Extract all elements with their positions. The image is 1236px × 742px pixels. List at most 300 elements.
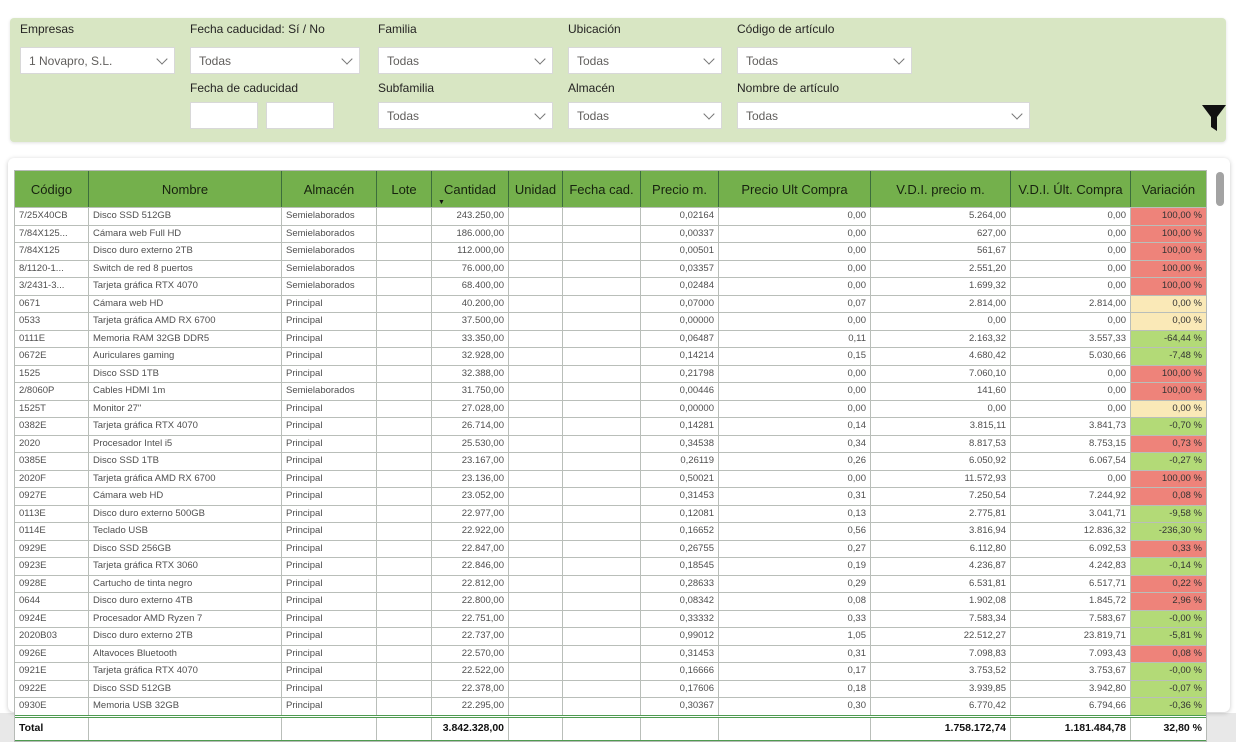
cell-precio-m: 0,16652: [641, 523, 719, 540]
cell-fecha-cad: [563, 681, 641, 698]
cell-vdi-precio-m: 0,00: [871, 401, 1011, 418]
cell-cantidad: 31.750,00: [432, 383, 509, 400]
cell-precio-m: 0,33332: [641, 611, 719, 628]
fecha-caducidad-from-input[interactable]: [190, 102, 258, 129]
cell-codigo: 2020F: [15, 471, 89, 488]
fecha-caducidad-to-input[interactable]: [266, 102, 334, 129]
cell-variacion: -0,00 %: [1131, 663, 1206, 680]
cell-nombre: [89, 718, 282, 740]
cell-nombre: Disco SSD 256GB: [89, 541, 282, 558]
cell-variacion: 0,00 %: [1131, 401, 1206, 418]
column-header-variacion[interactable]: [1131, 171, 1206, 207]
cell-almacen: Principal: [282, 646, 377, 663]
cell-codigo: 0927E: [15, 488, 89, 505]
cell-almacen: Principal: [282, 418, 377, 435]
filter-empresas: [20, 22, 175, 74]
cell-variacion: 0,00 %: [1131, 296, 1206, 313]
cell-cantidad: 112.000,00: [432, 243, 509, 260]
chevron-down-icon: [703, 53, 714, 64]
cell-cantidad: 22.846,00: [432, 558, 509, 575]
cell-precio-ult-compra: 0,27: [719, 541, 871, 558]
cell-variacion: 0,00 %: [1131, 313, 1206, 330]
cell-variacion: -236,30 %: [1131, 523, 1206, 540]
cell-cantidad: 22.737,00: [432, 628, 509, 645]
cell-almacen: Semielaborados: [282, 261, 377, 278]
cell-nombre: Memoria RAM 32GB DDR5: [89, 331, 282, 348]
cell-fecha-cad: [563, 506, 641, 523]
cell-precio-m: 0,17606: [641, 681, 719, 698]
table-row: [15, 680, 1206, 698]
cell-unidad: [509, 453, 563, 470]
cell-unidad: [509, 243, 563, 260]
table-row: [15, 470, 1206, 488]
cell-fecha-cad: [563, 331, 641, 348]
cell-lote: [377, 646, 432, 663]
cell-variacion: -0,14 %: [1131, 558, 1206, 575]
cell-vdi-ult-compra: 2.814,00: [1011, 296, 1131, 313]
column-header-label: V.D.I. precio m.: [896, 181, 985, 197]
cell-cantidad: 3.842.328,00: [432, 718, 509, 740]
cell-precio-m: 0,18545: [641, 558, 719, 575]
cell-variacion: 100,00 %: [1131, 383, 1206, 400]
cell-variacion: 100,00 %: [1131, 226, 1206, 243]
cell-vdi-ult-compra: 6.067,54: [1011, 453, 1131, 470]
table-row: [15, 242, 1206, 260]
sort-desc-icon: ▼: [438, 199, 445, 206]
cell-fecha-cad: [563, 576, 641, 593]
cell-variacion: -0,07 %: [1131, 681, 1206, 698]
cell-precio-ult-compra: 0,56: [719, 523, 871, 540]
scrollbar-thumb[interactable]: [1216, 172, 1224, 206]
cell-precio-m: 0,07000: [641, 296, 719, 313]
cell-cantidad: 27.028,00: [432, 401, 509, 418]
cell-variacion: 100,00 %: [1131, 366, 1206, 383]
column-header-vdi-ult-compra[interactable]: [1011, 171, 1131, 207]
cell-vdi-ult-compra: 3.557,33: [1011, 331, 1131, 348]
cell-variacion: 2,96 %: [1131, 593, 1206, 610]
cell-lote: [377, 453, 432, 470]
cell-precio-ult-compra: 0,13: [719, 506, 871, 523]
cell-almacen: Principal: [282, 628, 377, 645]
column-header-label: Código: [30, 181, 73, 197]
cell-vdi-precio-m: 627,00: [871, 226, 1011, 243]
filter-ubicacion: [568, 22, 722, 129]
cell-precio-ult-compra: 0,07: [719, 296, 871, 313]
ubicacion-label: Ubicación: [568, 22, 621, 36]
cell-precio-m: 0,26119: [641, 453, 719, 470]
table-row: [15, 627, 1206, 645]
filter-panel: [10, 18, 1226, 142]
cell-nombre: Switch de red 8 puertos: [89, 261, 282, 278]
cell-unidad: [509, 383, 563, 400]
familia-dropdown[interactable]: [378, 47, 553, 74]
cell-lote: [377, 576, 432, 593]
cell-precio-m: 0,02164: [641, 208, 719, 225]
cell-precio-ult-compra: 0,00: [719, 313, 871, 330]
cell-codigo: 0382E: [15, 418, 89, 435]
cell-fecha-cad: [563, 418, 641, 435]
cell-nombre: Cartucho de tinta negro: [89, 576, 282, 593]
column-header-almacen[interactable]: [282, 171, 377, 207]
cell-fecha-cad: [563, 436, 641, 453]
table-row: [15, 575, 1206, 593]
empresas-dropdown[interactable]: [20, 47, 175, 74]
cell-unidad: [509, 611, 563, 628]
cell-codigo: 0926E: [15, 646, 89, 663]
cell-almacen: Principal: [282, 296, 377, 313]
cell-precio-ult-compra: 0,00: [719, 366, 871, 383]
table-row: [15, 417, 1206, 435]
cell-vdi-precio-m: 2.814,00: [871, 296, 1011, 313]
almacen-dropdown[interactable]: [568, 102, 722, 129]
chevron-down-icon: [893, 53, 904, 64]
column-header-codigo[interactable]: [15, 171, 89, 207]
cell-unidad: [509, 401, 563, 418]
table-row: [15, 435, 1206, 453]
cell-codigo: 0921E: [15, 663, 89, 680]
cell-codigo: 0533: [15, 313, 89, 330]
cell-precio-m: 0,06487: [641, 331, 719, 348]
cell-lote: [377, 348, 432, 365]
cell-unidad: [509, 523, 563, 540]
table-row: [15, 610, 1206, 628]
cell-vdi-precio-m: 6.050,92: [871, 453, 1011, 470]
cell-codigo: 7/84X125...: [15, 226, 89, 243]
cell-almacen: Principal: [282, 348, 377, 365]
codigo-articulo-value: Todas: [746, 53, 779, 68]
column-header-label: Precio Ult Compra: [741, 181, 848, 197]
cell-precio-ult-compra: 0,26: [719, 453, 871, 470]
cell-vdi-ult-compra: 7.583,67: [1011, 611, 1131, 628]
column-header-label: Nombre: [161, 181, 209, 197]
cell-codigo: 2020: [15, 436, 89, 453]
cell-almacen: Principal: [282, 436, 377, 453]
column-header-lote[interactable]: [377, 171, 432, 207]
column-header-precio-m[interactable]: [641, 171, 719, 207]
cell-nombre: Tarjeta gráfica AMD RX 6700: [89, 313, 282, 330]
table-total-row: [15, 715, 1206, 741]
cell-unidad: [509, 628, 563, 645]
cell-precio-ult-compra: 0,33: [719, 611, 871, 628]
cell-lote: [377, 506, 432, 523]
table-header-row: [15, 171, 1206, 207]
cell-nombre: Disco SSD 512GB: [89, 681, 282, 698]
cell-nombre: Altavoces Bluetooth: [89, 646, 282, 663]
cell-codigo: 0930E: [15, 698, 89, 715]
cell-unidad: [509, 226, 563, 243]
cell-almacen: Principal: [282, 681, 377, 698]
chevron-down-icon: [341, 53, 352, 64]
cell-lote: [377, 401, 432, 418]
cell-vdi-precio-m: 2.551,20: [871, 261, 1011, 278]
cell-fecha-cad: [563, 243, 641, 260]
cell-variacion: 0,08 %: [1131, 488, 1206, 505]
column-header-label: Unidad: [514, 181, 557, 197]
cell-variacion: -64,44 %: [1131, 331, 1206, 348]
table-row: [15, 452, 1206, 470]
cell-precio-ult-compra: 0,29: [719, 576, 871, 593]
table-row: [15, 365, 1206, 383]
cell-almacen: Principal: [282, 453, 377, 470]
cell-fecha-cad: [563, 208, 641, 225]
table-row: [15, 400, 1206, 418]
cell-vdi-precio-m: 7.250,54: [871, 488, 1011, 505]
cell-cantidad: 25.530,00: [432, 436, 509, 453]
cell-codigo: 0644: [15, 593, 89, 610]
subfamilia-label: Subfamilia: [378, 81, 435, 95]
cell-vdi-ult-compra: 3.753,67: [1011, 663, 1131, 680]
fecha-de-caducidad-label: Fecha de caducidad: [190, 81, 299, 95]
cell-codigo: 1525: [15, 366, 89, 383]
cell-vdi-ult-compra: 3.942,80: [1011, 681, 1131, 698]
cell-nombre: Disco duro externo 2TB: [89, 243, 282, 260]
cell-lote: [377, 331, 432, 348]
cell-fecha-cad: [563, 401, 641, 418]
cell-codigo: 0385E: [15, 453, 89, 470]
codigo-articulo-dropdown[interactable]: [737, 47, 912, 74]
column-header-label: Almacén: [303, 181, 355, 197]
column-header-cantidad[interactable]: [432, 171, 509, 207]
cell-unidad: [509, 576, 563, 593]
cell-vdi-precio-m: 1.902,08: [871, 593, 1011, 610]
cell-lote: [377, 681, 432, 698]
cell-cantidad: 33.350,00: [432, 331, 509, 348]
cell-codigo: 0114E: [15, 523, 89, 540]
cell-almacen: Principal: [282, 541, 377, 558]
cell-unidad: [509, 541, 563, 558]
table-row: [15, 557, 1206, 575]
cell-fecha-cad: [563, 278, 641, 295]
chevron-down-icon: [703, 108, 714, 119]
cell-lote: [377, 208, 432, 225]
cell-fecha-cad: [563, 558, 641, 575]
column-header-unidad[interactable]: [509, 171, 563, 207]
cell-vdi-precio-m: 2.163,32: [871, 331, 1011, 348]
cell-precio-ult-compra: 0,31: [719, 646, 871, 663]
cell-lote: [377, 418, 432, 435]
column-header-nombre[interactable]: [89, 171, 282, 207]
cell-precio-ult-compra: 0,00: [719, 383, 871, 400]
cell-cantidad: 186.000,00: [432, 226, 509, 243]
cell-unidad: [509, 681, 563, 698]
cell-almacen: Principal: [282, 576, 377, 593]
cell-vdi-ult-compra: 0,00: [1011, 261, 1131, 278]
cell-almacen: Principal: [282, 558, 377, 575]
ubicacion-value: Todas: [577, 53, 610, 68]
table-row: [15, 505, 1206, 523]
fecha-caducidad-sino-value: Todas: [199, 53, 232, 68]
cell-lote: [377, 558, 432, 575]
cell-unidad: [509, 471, 563, 488]
cell-variacion: -0,00 %: [1131, 611, 1206, 628]
cell-codigo: 0923E: [15, 558, 89, 575]
cell-precio-ult-compra: 0,00: [719, 261, 871, 278]
cell-codigo: 0924E: [15, 611, 89, 628]
cell-cantidad: 37.500,00: [432, 313, 509, 330]
cell-variacion: -7,48 %: [1131, 348, 1206, 365]
cell-precio-m: 0,34538: [641, 436, 719, 453]
cell-fecha-cad: [563, 296, 641, 313]
cell-unidad: [509, 313, 563, 330]
cell-precio-m: 0,31453: [641, 488, 719, 505]
familia-value: Todas: [387, 53, 420, 68]
cell-cantidad: 22.812,00: [432, 576, 509, 593]
nombre-articulo-dropdown[interactable]: [737, 102, 1030, 129]
cell-lote: [377, 226, 432, 243]
cell-precio-ult-compra: 0,17: [719, 663, 871, 680]
cell-lote: [377, 261, 432, 278]
cell-fecha-cad: [563, 226, 641, 243]
cell-fecha-cad: [563, 366, 641, 383]
cell-nombre: Procesador AMD Ryzen 7: [89, 611, 282, 628]
nombre-articulo-label: Nombre de artículo: [737, 81, 840, 95]
ubicacion-dropdown[interactable]: [568, 47, 722, 74]
cell-vdi-precio-m: 3.939,85: [871, 681, 1011, 698]
cell-nombre: Tarjeta gráfica RTX 4070: [89, 663, 282, 680]
table-row: [15, 330, 1206, 348]
cell-codigo: 0113E: [15, 506, 89, 523]
cell-variacion: 0,08 %: [1131, 646, 1206, 663]
cell-precio-m: 0,14214: [641, 348, 719, 365]
cell-precio-m: 0,21798: [641, 366, 719, 383]
cell-fecha-cad: [563, 453, 641, 470]
cell-vdi-ult-compra: 23.819,71: [1011, 628, 1131, 645]
cell-nombre: Disco SSD 1TB: [89, 366, 282, 383]
cell-precio-m: 0,00000: [641, 401, 719, 418]
column-header-label: Fecha cad.: [569, 181, 634, 197]
cell-cantidad: 22.751,00: [432, 611, 509, 628]
cell-cantidad: 22.570,00: [432, 646, 509, 663]
cell-vdi-ult-compra: 0,00: [1011, 471, 1131, 488]
cell-almacen: Semielaborados: [282, 226, 377, 243]
cell-variacion: -0,70 %: [1131, 418, 1206, 435]
codigo-articulo-label: Código de artículo: [737, 22, 835, 36]
cell-unidad: [509, 558, 563, 575]
almacen-value: Todas: [577, 108, 610, 123]
cell-unidad: [509, 208, 563, 225]
cell-variacion: 32,80 %: [1163, 721, 1202, 734]
cell-lote: [377, 663, 432, 680]
cell-almacen: Principal: [282, 506, 377, 523]
cell-precio-ult-compra: 0,00: [719, 278, 871, 295]
filter-funnel-icon[interactable]: [1200, 102, 1228, 134]
cell-codigo: 0672E: [15, 348, 89, 365]
cell-cantidad: 22.922,00: [432, 523, 509, 540]
cell-precio-ult-compra: 0,08: [719, 593, 871, 610]
cell-unidad: [509, 348, 563, 365]
table-row: [15, 697, 1206, 715]
cell-unidad: [509, 488, 563, 505]
cell-precio-m: 0,16666: [641, 663, 719, 680]
cell-cantidad: 22.977,00: [432, 506, 509, 523]
cell-fecha-cad: [563, 523, 641, 540]
familia-label: Familia: [378, 22, 417, 36]
chevron-down-icon: [534, 108, 545, 119]
cell-fecha-cad: [563, 541, 641, 558]
cell-almacen: Principal: [282, 523, 377, 540]
cell-vdi-precio-m: 4.236,87: [871, 558, 1011, 575]
column-header-fecha-cad[interactable]: [563, 171, 641, 207]
cell-lote: [377, 436, 432, 453]
cell-fecha-cad: [563, 698, 641, 715]
cell-nombre: Cámara web HD: [89, 488, 282, 505]
filter-fecha-caducidad-sino: [190, 22, 360, 129]
column-header-precio-ult-compra[interactable]: [719, 171, 871, 207]
cell-vdi-ult-compra: 7.093,43: [1011, 646, 1131, 663]
column-header-label: V.D.I. Últ. Compra: [1018, 181, 1123, 197]
cell-variacion: -5,81 %: [1131, 628, 1206, 645]
table-row: [15, 312, 1206, 330]
cell-vdi-ult-compra: 0,00: [1011, 226, 1131, 243]
cell-unidad: [509, 261, 563, 278]
cell-variacion: -0,36 %: [1131, 698, 1206, 715]
cell-codigo: 3/2431-3...: [15, 278, 89, 295]
cell-almacen: Semielaborados: [282, 278, 377, 295]
cell-almacen: Principal: [282, 488, 377, 505]
cell-vdi-ult-compra: 0,00: [1011, 208, 1131, 225]
cell-vdi-precio-m: 11.572,93: [871, 471, 1011, 488]
cell-precio-ult-compra: 0,19: [719, 558, 871, 575]
cell-vdi-ult-compra: 3.041,71: [1011, 506, 1131, 523]
cell-vdi-precio-m: 0,00: [871, 313, 1011, 330]
cell-fecha-cad: [563, 348, 641, 365]
cell-fecha-cad: [563, 611, 641, 628]
cell-lote: [377, 541, 432, 558]
cell-vdi-precio-m: 6.531,81: [871, 576, 1011, 593]
filter-articulo: [737, 22, 1030, 129]
cell-lote: [377, 523, 432, 540]
table-row: [15, 260, 1206, 278]
cell-vdi-precio-m: 561,67: [871, 243, 1011, 260]
cell-codigo: 0928E: [15, 576, 89, 593]
vertical-scrollbar[interactable]: [1215, 170, 1225, 698]
cell-cantidad: 22.847,00: [432, 541, 509, 558]
cell-almacen: Principal: [282, 313, 377, 330]
cell-vdi-precio-m: 5.264,00: [871, 208, 1011, 225]
cell-precio-ult-compra: 0,00: [719, 401, 871, 418]
table-row: [15, 662, 1206, 680]
column-header-vdi-precio-m[interactable]: [871, 171, 1011, 207]
almacen-label: Almacén: [568, 81, 615, 95]
cell-vdi-ult-compra: 0,00: [1011, 383, 1131, 400]
fecha-caducidad-sino-dropdown[interactable]: [190, 47, 360, 74]
cell-codigo: 8/1120-1...: [15, 261, 89, 278]
cell-almacen: Principal: [282, 366, 377, 383]
cell-codigo: 0111E: [15, 331, 89, 348]
cell-codigo: 0922E: [15, 681, 89, 698]
cell-variacion: 100,00 %: [1131, 208, 1206, 225]
cell-nombre: Tarjeta gráfica AMD RX 6700: [89, 471, 282, 488]
cell-unidad: [509, 698, 563, 715]
cell-precio-ult-compra: 0,00: [719, 471, 871, 488]
cell-cantidad: 26.714,00: [432, 418, 509, 435]
cell-precio-m: 0,31453: [641, 646, 719, 663]
cell-nombre: Cámara web HD: [89, 296, 282, 313]
cell-vdi-precio-m: 7.060,10: [871, 366, 1011, 383]
column-header-label: Precio m.: [652, 181, 707, 197]
table-row: [15, 645, 1206, 663]
cell-unidad: [509, 506, 563, 523]
chevron-down-icon: [534, 53, 545, 64]
cell-cantidad: 68.400,00: [432, 278, 509, 295]
subfamilia-dropdown[interactable]: [378, 102, 553, 129]
cell-precio-m: 0,00501: [641, 243, 719, 260]
table-row: [15, 487, 1206, 505]
cell-almacen: Principal: [282, 331, 377, 348]
cell-nombre: Tarjeta gráfica RTX 4070: [89, 418, 282, 435]
cell-lote: [377, 698, 432, 715]
cell-vdi-ult-compra: 12.836,32: [1011, 523, 1131, 540]
